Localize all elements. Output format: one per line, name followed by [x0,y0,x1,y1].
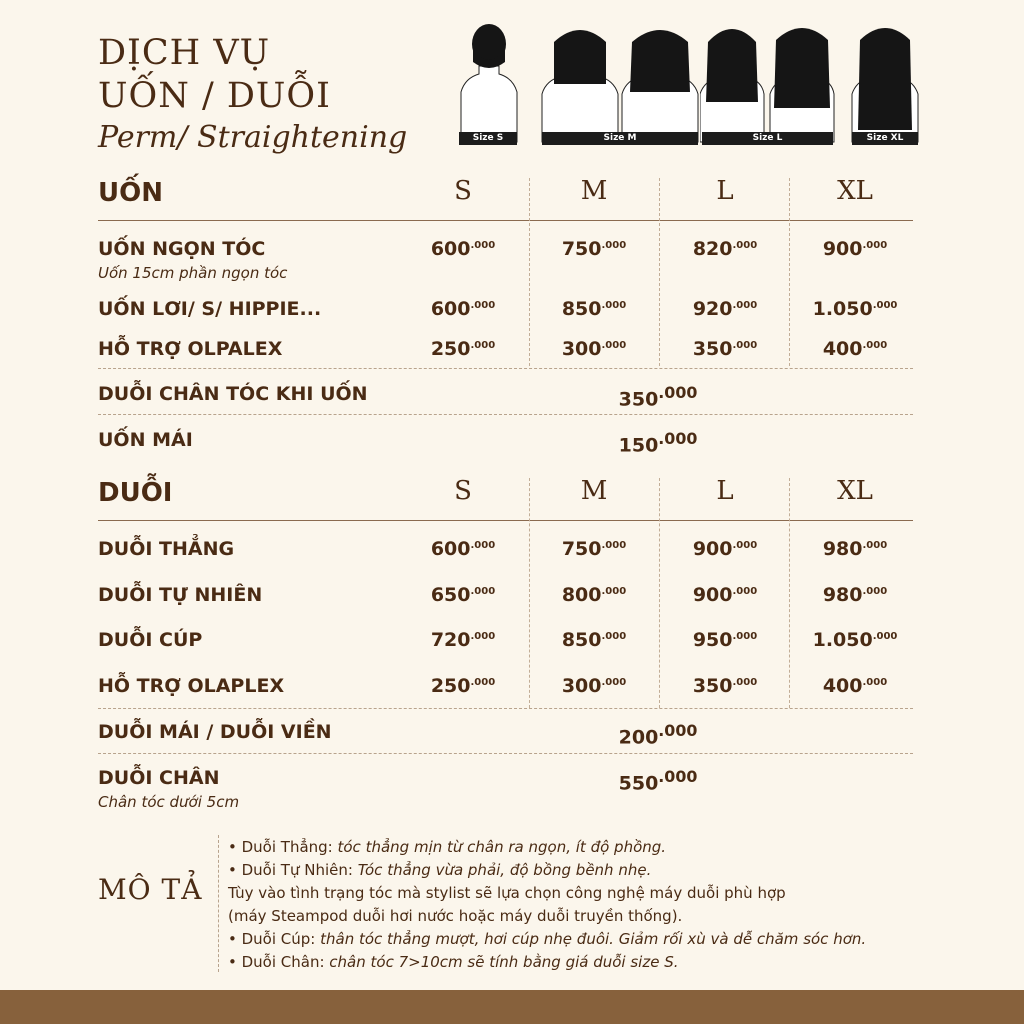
column-s: S [454,476,472,506]
description-line: Tùy vào tình trạng tóc mà stylist sẽ lựa chọn công nghệ máy duỗi phù hợp [228,884,786,902]
flat-price: $350^{.000}$ [618,383,698,411]
service-note: Uốn 15cm phần ngọn tóc [98,264,288,282]
row-divider [98,753,913,754]
price-s: $600^{.000}$ [430,538,496,560]
uon-header-rule [98,220,913,221]
price-m: $850^{.000}$ [561,298,627,320]
row-divider [98,368,913,369]
description-title: MÔ TẢ [98,873,203,906]
duoi-header-rule [98,520,913,521]
price-m: $300^{.000}$ [561,675,627,697]
uon-section-header [98,178,913,222]
title-subtitle: Perm/ Straightening [98,120,408,155]
service-name: DUỖI CÚP [98,629,203,651]
description-line: • Duỗi Tự Nhiên: Tóc thẳng vừa phải, độ bồng bềnh nhẹ. [228,861,652,879]
service-name: UỐN LƠI/ S/ HIPPIE... [98,298,322,320]
long-hair-icon [700,22,835,147]
service-name: HỖ TRỢ OLPALEX [98,338,283,360]
column-xl: XL [837,176,873,206]
price-l: $350^{.000}$ [692,675,758,697]
row-divider [98,708,913,709]
service-name: UỐN NGỌN TÓC [98,238,266,260]
price-xl: $1.050^{.000}$ [812,629,898,651]
price-s: $250^{.000}$ [430,675,496,697]
size-tag-s: Size S [459,132,517,145]
description-divider [218,835,219,972]
description-line: • Duỗi Cúp: thân tóc thẳng mượt, hơi cúp nhẹ đuôi. Giảm rối xù và dễ chăm sóc hơn. [228,930,867,948]
price-l: $900^{.000}$ [692,584,758,606]
price-s: $250^{.000}$ [430,338,496,360]
flat-price: $200^{.000}$ [618,721,698,749]
price-l: $950^{.000}$ [692,629,758,651]
hair-size-l-figure [700,22,835,147]
column-m: M [580,476,608,506]
service-name: DUỖI TỰ NHIÊN [98,584,263,606]
column-xl: XL [837,476,873,506]
description-line: • Duỗi Thẳng: tóc thẳng mịn từ chân ra ngọn, ít độ phồng. [228,838,667,856]
uon-section-title: UỐN [98,178,163,208]
column-l: L [716,176,734,206]
column-m: M [580,176,608,206]
hair-size-xl-figure [850,22,920,147]
price-s: $650^{.000}$ [430,584,496,606]
service-name: DUỖI CHÂN [98,767,220,789]
price-xl: $980^{.000}$ [822,584,888,606]
duoi-section-title: DUỖI [98,478,173,508]
hair-size-figures [455,22,920,147]
page-title [98,32,407,158]
description-list [228,836,1008,974]
price-s: $600^{.000}$ [430,238,496,260]
size-tag-l: Size L [702,132,833,145]
column-s: S [454,176,472,206]
service-note: Chân tóc dưới 5cm [98,793,240,811]
price-m: $850^{.000}$ [561,629,627,651]
row-divider [98,414,913,415]
hair-size-m-figure [540,22,700,147]
price-l: $920^{.000}$ [692,298,758,320]
service-name: HỖ TRỢ OLAPLEX [98,675,285,697]
flat-price: $550^{.000}$ [618,767,698,795]
price-s: $720^{.000}$ [430,629,496,651]
price-xl: $400^{.000}$ [822,675,888,697]
service-name: UỐN MÁI [98,429,193,451]
service-name: DUỖI CHÂN TÓC KHI UỐN [98,383,368,405]
price-l: $350^{.000}$ [692,338,758,360]
service-name: DUỖI MÁI / DUỖI VIỀN [98,721,332,743]
price-xl: $900^{.000}$ [822,238,888,260]
column-l: L [716,476,734,506]
description-line: (máy Steampod duỗi hơi nước hoặc máy duỗi truyền thống). [228,907,683,925]
service-name: DUỖI THẲNG [98,538,235,560]
footer-band [0,990,1024,1024]
price-m: $750^{.000}$ [561,238,627,260]
price-m: $750^{.000}$ [561,538,627,560]
duoi-section-header [98,478,913,522]
price-l: $900^{.000}$ [692,538,758,560]
price-m: $300^{.000}$ [561,338,627,360]
size-tag-m: Size M [542,132,698,145]
title-line-1: DỊCH VỤ [98,33,271,73]
price-xl: $980^{.000}$ [822,538,888,560]
medium-hair-icon [540,22,700,147]
flat-price: $150^{.000}$ [618,429,698,457]
price-xl: $1.050^{.000}$ [812,298,898,320]
hair-size-s-figure [455,22,523,147]
short-hair-icon [455,22,523,147]
extra-long-hair-icon [850,22,920,147]
size-tag-xl: Size XL [852,132,918,145]
description-line: • Duỗi Chân: chân tóc 7>10cm sẽ tính bằng giá duỗi size S. [228,953,679,971]
price-s: $600^{.000}$ [430,298,496,320]
price-m: $800^{.000}$ [561,584,627,606]
price-l: $820^{.000}$ [692,238,758,260]
title-line-2: UỐN / DUỖI [98,76,331,116]
price-xl: $400^{.000}$ [822,338,888,360]
